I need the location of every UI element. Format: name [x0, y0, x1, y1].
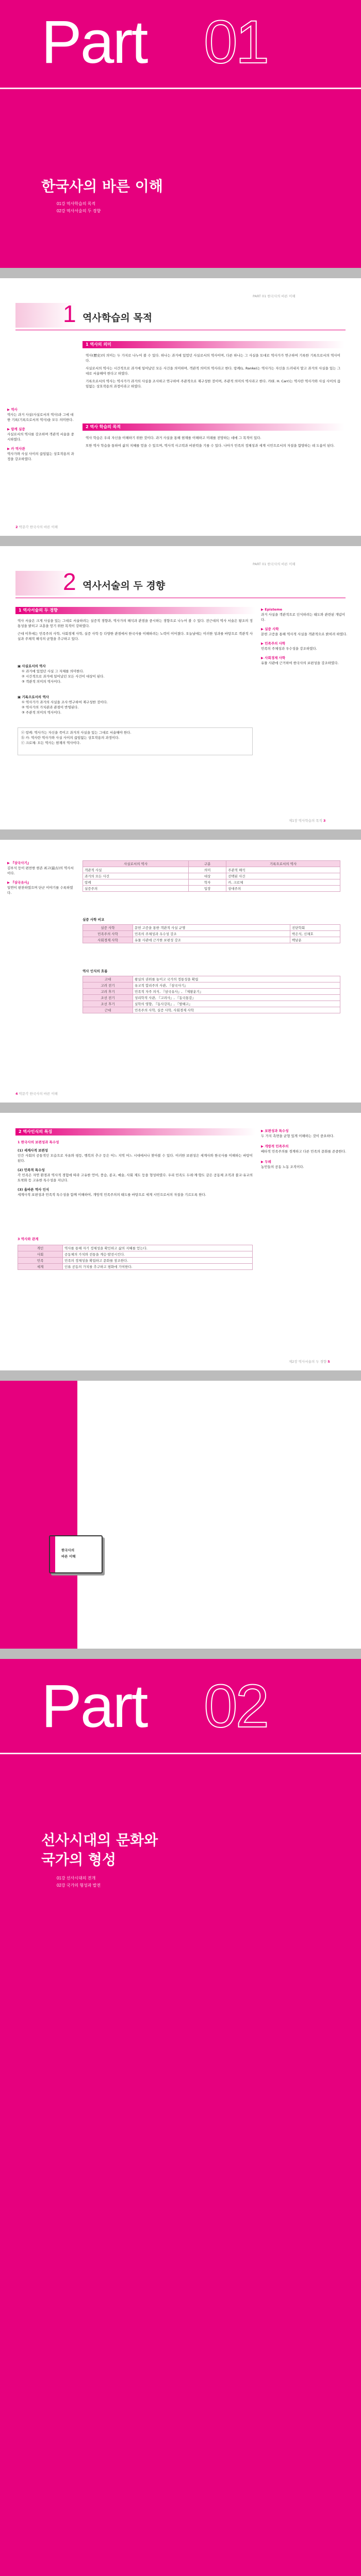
note-heading: ▶ 민족주의 사학: [261, 641, 286, 646]
quote-item: ⓐ 랑케: 역사가는 자신을 죽이고 과거의 사실을 있는 그대로 서술해야 한다.: [21, 731, 132, 735]
list-item: ① 과거에 있었던 사실 그 자체를 의미한다.: [22, 669, 84, 673]
paragraph: 기록으로서의 역사는 역사가가 과거의 사실을 조사하고 연구하여 주관적으로 재구성한 것이며, 주관적 의미의 역사라고 한다. 카(E. H. Carr)는 역사란 역사가와 사실 사이의 끊임없는 상호작용의 과정이라고 하였다.: [86, 379, 340, 388]
table-cell: 민족적 자주 의식, 『삼국유사』, 『제왕운기』: [133, 989, 340, 995]
table-cell: 공동체의 가치와 전통을 계승·발전시킨다.: [63, 1251, 253, 1258]
table-cell: 인류 공동의 가치를 추구하고 평화에 기여한다.: [63, 1264, 253, 1270]
sidebar-text: 역사가와 사실 사이의 끊임없는 상호작용의 과정을 강조하였다.: [7, 452, 74, 461]
chapter1-body-2: [86, 435, 340, 451]
subsection-title: (3) 올바른 역사 인식: [18, 1188, 50, 1192]
table-row: [83, 886, 340, 892]
page-number: 3: [323, 819, 326, 823]
table-row: [18, 1258, 253, 1264]
chapter2-quote-box: [18, 727, 253, 755]
note-heading: ▶ 『삼국유사』: [7, 880, 31, 885]
part1-title: 한국사의 바른 이해: [41, 178, 163, 195]
chapter2-right-notes: [261, 607, 349, 666]
part2-part-number: 02: [204, 1672, 268, 1740]
part1-divider: [0, 88, 361, 89]
part2-part-word: Part: [41, 1672, 147, 1740]
history-flow-table: [83, 976, 340, 1013]
sidebar-heading: ▶ 역사: [7, 408, 18, 412]
table-cell: 의미: [189, 867, 226, 873]
table-row: [18, 1264, 253, 1270]
note-text: 배타적 민족주의를 경계하고 다른 민족의 문화를 존중한다.: [261, 1149, 347, 1154]
footer-text: 제2장 역사서술의 두 경향: [289, 1360, 327, 1364]
list-item: ① 역사가가 과거의 사실을 조사·연구하여 재구성한 것이다.: [22, 700, 108, 704]
book-label: 한국사의: [61, 1548, 75, 1552]
chapter1-heading-1: [83, 341, 344, 348]
chapter1-number: 1: [63, 300, 76, 327]
table-cell: 카, 크로체: [226, 879, 340, 886]
chapter1-body-1: [86, 353, 340, 392]
table-cell: 역사를 통해 자기 정체성을 확인하고 삶의 지혜를 얻는다.: [63, 1245, 253, 1251]
page-number: 2: [15, 525, 19, 529]
note-heading: ▶ 사회경제 사학: [261, 656, 286, 660]
table2-title: 실증 사학 비교: [83, 918, 105, 922]
paragraph: 역사 학습은 우리 자신을 이해하기 위한 것이다. 과거 사실을 통해 현재를 이해하고 미래를 전망하는 데에 그 목적이 있다.: [86, 436, 261, 440]
school-table: [83, 924, 340, 943]
features-page: [0, 1113, 361, 1370]
quote-item: ⓒ 크로체: 모든 역사는 현재의 역사이다.: [21, 741, 81, 745]
compare-page: [0, 840, 361, 1103]
table-cell: 주관적 해석: [226, 867, 340, 873]
note-text: 두 가지 측면을 균형 있게 이해하는 것이 중요하다.: [261, 1134, 335, 1138]
paragraph: 인간 사회의 공통적인 모습으로 자유와 평등, 행복의 추구 등은 어느 지역 어느 시대에서나 찾아볼 수 있다. 이러한 보편성은 세계사와 한국사를 이해하는 바탕이 된다.: [18, 1154, 253, 1163]
table-cell: 진단학회: [290, 925, 340, 931]
heading-text: 2 역사인식의 특징: [19, 1129, 53, 1134]
chapter2-list-2: [18, 694, 253, 715]
features-heading-2: 3 역사와 관계: [18, 1237, 39, 1241]
divider-white-panel: [77, 1381, 361, 1649]
part2-title-line-2: 국가의 형성: [41, 1851, 116, 1868]
features-heading-1: [15, 1128, 256, 1136]
table-cell: 민족의 주체성과 우수성 강조: [133, 931, 290, 937]
chapter1-sidebar: [7, 407, 74, 462]
heading-2-text: 2 역사 학습의 목적: [86, 425, 121, 429]
sidebar-heading: ▶ 카 역사관: [7, 447, 25, 451]
page-footer: [289, 1359, 330, 1364]
part2-subtitle-1: 01강 선사시대의 전개: [57, 1876, 96, 1880]
subsection-title: (1) 세계사적 보편성: [18, 1148, 48, 1153]
table-cell: 고려 후기: [83, 989, 133, 995]
table-cell: 유교적 합리주의 사관, 『삼국사기』: [133, 982, 340, 989]
table-row: [83, 1001, 340, 1007]
table-cell: 사회: [18, 1251, 63, 1258]
chapter2-page: [0, 546, 361, 829]
chapter1-number-block: [15, 300, 76, 328]
footer-text: 박문각 한국사의 바른 이해: [19, 525, 58, 529]
note-text: 김부식 등이 편찬한 현존 최고(最古)의 역사서이다.: [7, 866, 74, 875]
table-cell: 민족: [18, 1258, 63, 1264]
note-text: 농민들의 공동 노동 조직이다.: [261, 1165, 304, 1169]
relation-table: [18, 1245, 253, 1270]
list-title: ▣ 사실로서의 역사: [18, 664, 46, 668]
table-cell: 문헌 고증을 통한 객관적 사실 규명: [133, 925, 290, 931]
part1-part-word: Part: [41, 8, 147, 76]
paragraph: 세계사적 보편성과 민족적 특수성을 함께 이해하여, 개방적 민족주의의 태도를 바탕으로 세계 시민으로서의 자질을 기르도록 한다.: [18, 1193, 206, 1197]
table-cell: 민족의 정체성을 확립하고 문화를 창조한다.: [63, 1258, 253, 1264]
comparison-table: [83, 860, 340, 892]
list-item: ② 역사가의 가치관과 관점이 반영된다.: [22, 705, 79, 709]
quote-item: ⓑ 카: 역사란 역사가와 사실 사이의 끊임없는 상호작용의 과정이다.: [21, 736, 120, 740]
divider-page: [0, 1381, 361, 1649]
list-title: ▣ 기록으로서의 역사: [18, 695, 49, 699]
chapter1-title: 역사학습의 목적: [83, 312, 153, 324]
note-text: 과거 사실을 객관적으로 인식하려는 태도와 관련된 개념이다.: [261, 613, 346, 622]
paragraph: 근대 이후에는 민족주의 사학, 사회경제 사학, 실증 사학 등 다양한 관점에서 한국사를 이해하려는 노력이 이어졌다. 오늘날에는 이러한 성과를 바탕으로 객관적 사실과 주체적 해석의 균형을 추구하고 있다.: [18, 632, 253, 641]
book-illustration: [49, 1535, 103, 1573]
table-row: [83, 976, 340, 982]
table-cell: 민족주의 사학: [83, 931, 133, 937]
table-cell: 랑케: [83, 879, 189, 886]
table-header: 사실로서의 역사: [83, 861, 189, 867]
chapter2-intro: [18, 618, 253, 644]
table-cell: 사회경제 사학: [83, 937, 133, 943]
chapter2-list-1: [18, 664, 253, 684]
running-head: PART 01 한국사의 바른 이해: [253, 294, 296, 298]
note-heading: ▶ 실증 사학: [261, 627, 279, 631]
table-row: [83, 1007, 340, 1013]
part1-subtitle-1: 01강 역사학습의 목적: [57, 201, 96, 206]
chapter1-page: [0, 278, 361, 536]
table-cell: 민족주의 사학, 실증 사학, 사회경제 사학: [133, 1007, 340, 1013]
features-right-notes: [261, 1128, 349, 1170]
part1-part-number: 01: [204, 8, 268, 76]
note-heading: ▶ 개방적 민족주의: [261, 1144, 289, 1148]
note-heading: ▶ 보편성과 특수성: [261, 1129, 289, 1133]
part2-lower-area: [0, 1937, 361, 2576]
subsection-title: (2) 민족적 특수성: [18, 1168, 45, 1172]
table-cell: 고려 전기: [83, 982, 133, 989]
table-cell: 유물 사관에 근거한 보편성 강조: [133, 937, 290, 943]
table-cell: 과거의 모든 사건: [83, 873, 189, 879]
table-cell: 학자: [189, 879, 226, 886]
part1-subtitle-2: 02강 역사서술의 두 경향: [57, 209, 101, 213]
table3-title: 역사 인식의 흐름: [83, 969, 108, 973]
paragraph: 역사(歷史)의 의미는 두 가지로 나누어 볼 수 있다. 하나는 과거에 있었던 사실로서의 역사이며, 다른 하나는 그 사실을 토대로 역사가가 연구하여 기록한 기록으로서의 역사이다.: [86, 353, 340, 363]
table-cell: 대상: [189, 873, 226, 879]
table-cell: 실학의 영향, 『동사강목』, 『발해고』: [133, 1001, 340, 1007]
table-cell: 실증 사학: [83, 925, 133, 931]
table-header: 기록으로서의 역사: [226, 861, 340, 867]
note-heading: ▶ Episteme: [261, 607, 283, 612]
table-cell: 입장: [189, 886, 226, 892]
table-cell: 개인: [18, 1245, 63, 1251]
list-item: ③ 객관적 의미의 역사이다.: [22, 680, 61, 684]
table-cell: 성리학적 사관, 『고려사』, 『동국통감』: [133, 995, 340, 1001]
features-section-1: 1 한국사의 보편성과 특수성: [18, 1140, 59, 1144]
paragraph: 각 민족은 자연 환경과 역사적 경험에 따라 고유한 언어, 풍습, 종교, 예술, 사회 제도 등을 형성하였다. 우리 민족도 두레·계·향도 같은 공동체 조직과 불교·유교의 토착화 등 고유한 특수성을 지닌다.: [18, 1173, 253, 1182]
table-cell: 선택된 사건: [226, 873, 340, 879]
compare-left-notes: [7, 860, 74, 895]
table-cell: 근대: [83, 1007, 133, 1013]
table-row: [83, 995, 340, 1001]
footer-text: 제1장 역사학습의 목적: [289, 819, 322, 823]
table-cell: 실증주의: [83, 886, 189, 892]
table-row: [83, 937, 340, 943]
page-footer: [15, 1091, 58, 1096]
table-row: [18, 1251, 253, 1258]
sidebar-heading: ▶ 랑케 실증: [7, 427, 25, 431]
list-item: ② 시간적으로 과거에 일어났던 모든 사건이 대상이 된다.: [22, 674, 105, 679]
paragraph: 사실로서의 역사는 시간적으로 과거에 일어났던 모든 사건을 의미하며, 객관적 의미의 역사라고 한다. 랑케(L. Ranke)는 역사가는 자신을 드러내지 말고 과거의 사실을 있는 그대로 서술해야 한다고 하였다.: [86, 366, 340, 376]
note-text: 문헌 고증을 통해 역사적 사실을 객관적으로 밝히려 하였다.: [261, 632, 348, 636]
table-cell: 박은식, 신채호: [290, 931, 340, 937]
table-row: [83, 873, 340, 879]
table-row: [18, 1245, 253, 1251]
table-row: [83, 982, 340, 989]
note-heading: ▶ 『삼국사기』: [7, 861, 31, 865]
chapter2-number-block: [15, 568, 76, 596]
page-footer: [289, 818, 325, 823]
list-item: ③ 주관적 의미의 역사이다.: [22, 710, 61, 715]
note-text: 유물 사관에 근거하여 한국사의 보편성을 강조하였다.: [261, 661, 339, 665]
table-row: [83, 931, 340, 937]
table-cell: 세계: [18, 1264, 63, 1270]
part2-cover-page: [0, 1659, 361, 2576]
table-cell: 왕실의 권위를 높이고 국가의 정통성을 확립: [133, 976, 340, 982]
chapter2-title: 역사서술의 두 경향: [83, 580, 166, 591]
part2-divider: [0, 1753, 361, 1754]
heading-1-text: 1 역사의 의미: [86, 342, 111, 347]
table-cell: 백남운: [290, 937, 340, 943]
part2-title-line-1: 선사시대의 문화와: [41, 1832, 158, 1849]
table-cell: 조선 전기: [83, 995, 133, 1001]
table-cell: 상대주의: [226, 886, 340, 892]
sidebar-text: 사실로서의 역사를 강조하며 객관적 서술을 중시하였다.: [7, 432, 74, 442]
paragraph: 또한 역사 학습을 통하여 삶의 지혜를 얻을 수 있으며, 역사적 사고력과 비판력을 기를 수 있다. 나아가 민족의 정체성과 세계 시민으로서의 자질을 함양하는 데 도움이 된다.: [86, 444, 335, 448]
paragraph: 역사 서술은 크게 사실을 있는 그대로 서술하려는 실증적 경향과, 역사가의 해석과 관점을 중시하는 경향으로 나누어 볼 수 있다. 전근대의 역사 서술은 왕조의 정통성을 밝히고 교훈을 얻기 위한 목적이 강하였다.: [18, 619, 253, 628]
table-row: [83, 867, 340, 873]
table-cell: 객관적 사실: [83, 867, 189, 873]
footer-text: 박문각 한국사의 바른 이해: [19, 1092, 58, 1096]
part2-subtitle-2: 02강 국가의 형성과 발전: [57, 1883, 101, 1888]
part1-cover-page: [0, 0, 361, 268]
sidebar-text: 역사는 과거 사실(사실로서의 역사)과 그에 대한 기록(기록으로서의 역사)을 모두 의미한다.: [7, 413, 74, 422]
note-text: 민족의 주체성과 우수성을 강조하였다.: [261, 647, 317, 651]
chapter2-heading-1: [15, 607, 256, 614]
table-row: [83, 925, 340, 931]
features-body: [18, 1148, 253, 1201]
page-number: 5: [327, 1360, 330, 1364]
chapter2-number: 2: [63, 568, 76, 595]
table-row: [83, 879, 340, 886]
chapter1-heading-2: [83, 423, 344, 431]
book-spine: [50, 1536, 55, 1572]
heading-1-text: 1 역사서술의 두 경향: [19, 608, 58, 613]
note-text: 일연이 편찬하였으며 단군 이야기를 수록하였다.: [7, 886, 73, 895]
page-number: 4: [15, 1092, 18, 1096]
table-cell: 조선 후기: [83, 1001, 133, 1007]
table-cell: 고대: [83, 976, 133, 982]
book-label: 바른 이해: [61, 1554, 76, 1558]
note-heading: ▶ 두레: [261, 1160, 271, 1164]
table-header: 구분: [189, 861, 226, 867]
running-head: PART 01 한국사의 바른 이해: [253, 562, 296, 566]
table-row: [83, 989, 340, 995]
page-footer: [15, 524, 58, 530]
